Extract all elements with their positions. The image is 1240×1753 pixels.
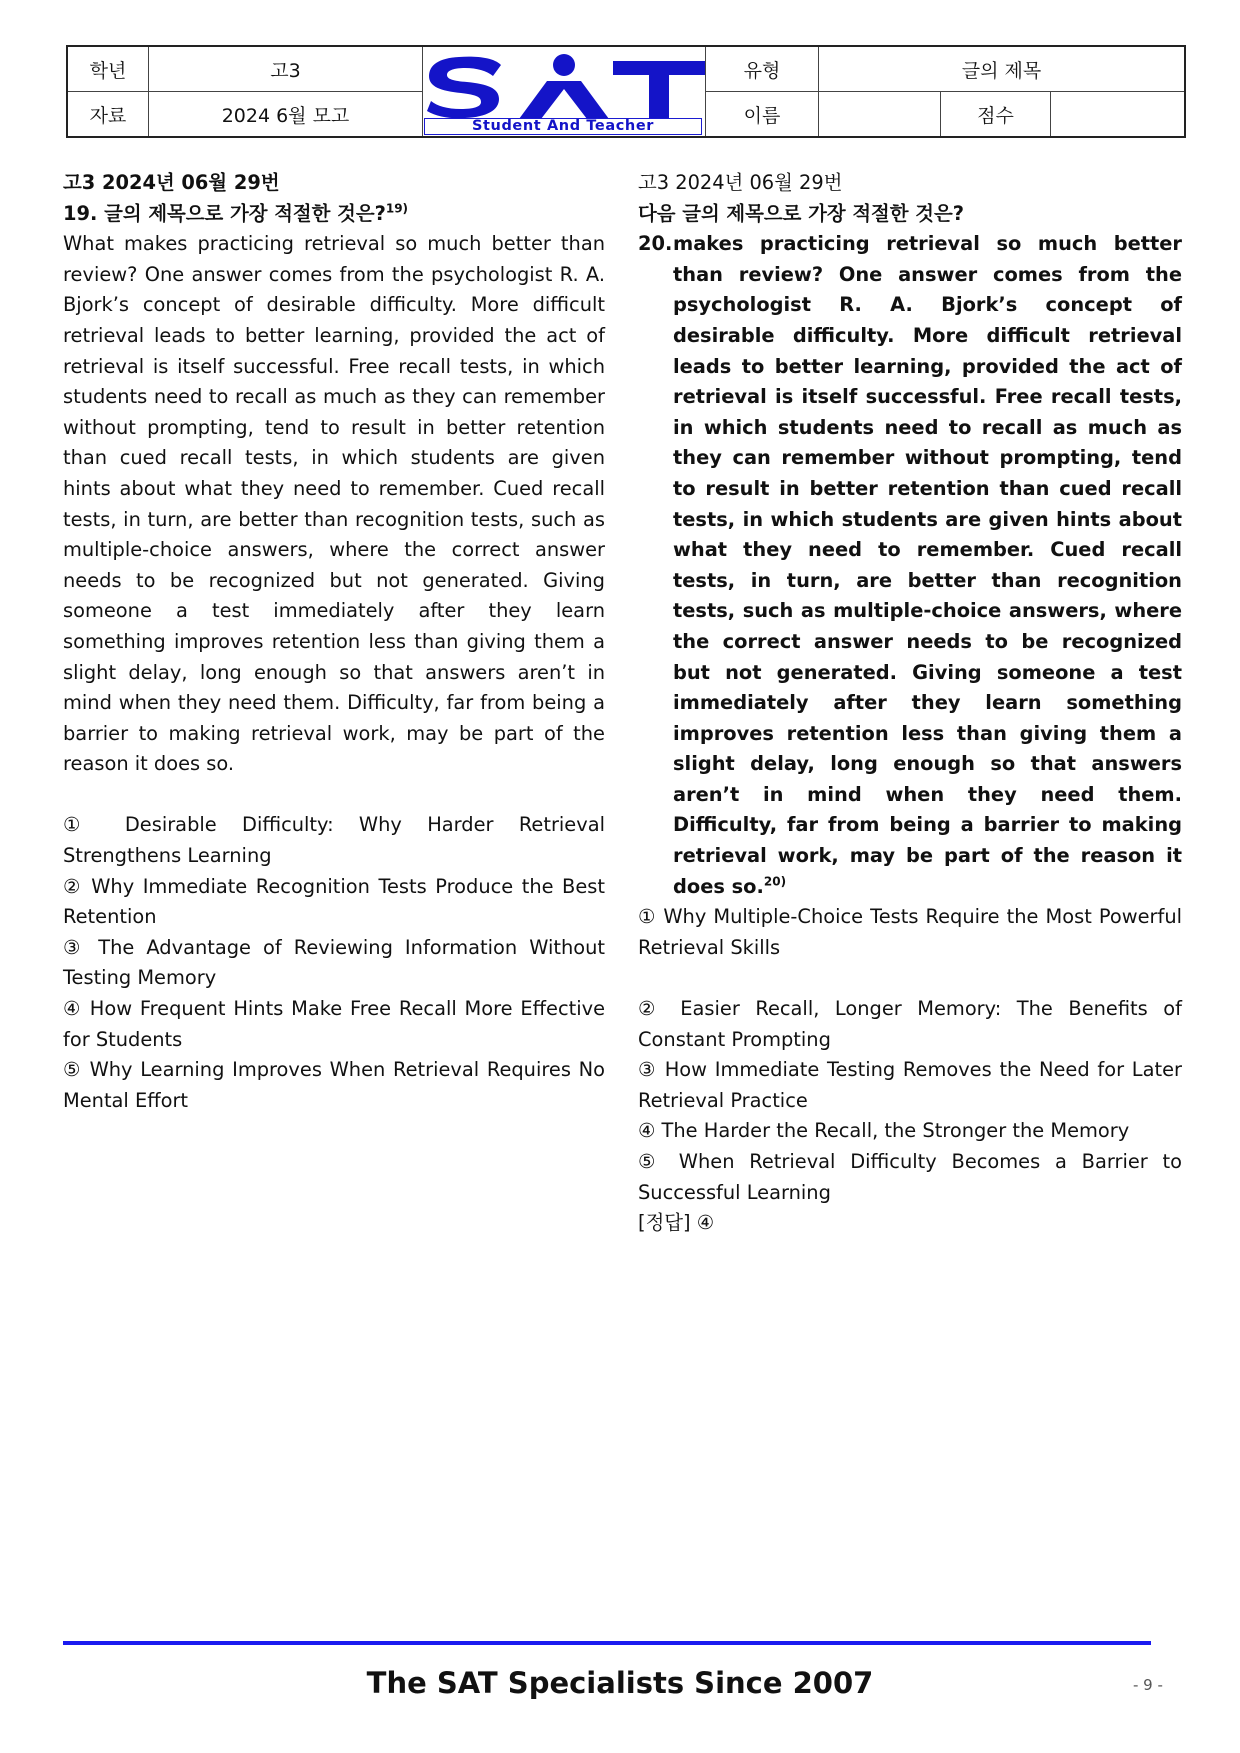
left-choice-4: ④ How Frequent Hints Make Free Recall More Effective for Students	[63, 997, 605, 1051]
left-question-note: 19)	[385, 201, 409, 216]
sat-logo-letters	[423, 47, 706, 119]
right-choice-2: ② Easier Recall, Longer Memory: The Benefits of Constant Prompting	[638, 997, 1182, 1051]
right-passage	[673, 229, 1182, 902]
right-choice-3: ③ How Immediate Testing Removes the Need for Later Retrieval Practice	[638, 1058, 1182, 1112]
type-label: 유형	[706, 47, 819, 92]
score-label: 점수	[941, 92, 1051, 136]
right-source: 고3 2024년 06월 29번	[638, 171, 843, 194]
header-table	[66, 45, 1186, 138]
name-field[interactable]	[819, 92, 941, 136]
material-label: 자료	[68, 92, 149, 136]
left-question-text: 19. 글의 제목으로 가장 적절한 것은?	[63, 201, 386, 225]
type-value: 글의 제목	[819, 47, 1184, 92]
right-choice-1: ① Why Multiple-Choice Tests Require the Most Powerful Retrieval Skills	[638, 905, 1182, 959]
sat-logo	[423, 47, 706, 136]
footer-divider	[63, 1641, 1151, 1645]
left-choice-1: ① Desirable Difficulty: Why Harder Retrieval Strengthens Learning	[63, 813, 605, 868]
left-choice-3: ③ The Advantage of Reviewing Information Without Testing Memory	[63, 935, 605, 990]
right-question: 다음 글의 제목으로 가장 적절한 것은?	[638, 201, 964, 225]
right-passage-block	[638, 229, 1182, 902]
material-value: 2024 6월 모고	[149, 92, 423, 136]
page-number: - 9 -	[1133, 1676, 1163, 1694]
left-source: 고3 2024년 06월 29번	[63, 171, 280, 194]
left-choice-2: ② Why Immediate Recognition Tests Produce the Best Retention	[63, 874, 605, 929]
logo-caption: Student And Teacher	[424, 118, 702, 135]
score-field[interactable]	[1051, 92, 1184, 136]
footer-slogan: The SAT Specialists Since 2007	[366, 1666, 874, 1700]
grade-label: 학년	[68, 47, 149, 92]
left-column	[63, 168, 605, 1116]
left-question	[63, 199, 605, 230]
right-choice-4: ④ The Harder the Recall, the Stronger the Memory	[638, 1119, 1130, 1143]
left-passage: What makes practicing retrieval so much better than review? One answer comes from the psychologist R. A. Bjork’s concept of desirable difficulty. More difficult retrieval leads to better learning, provided the act of retrieval is itself successful. Free recall tests, in which students need to recall as much as they can remember without prompting, tend to result in better retention than cued recall tests, in which students are given hints about what they need to remember. Cued recall tests, in turn, are better than recognition tests, such as multiple-choice answers, where the correct answer needs to be recognized but not generated. Giving someone a test immediately after they learn something improves retention less than giving them a slight delay, long enough so that answers aren’t in mind when they need them. Difficulty, far from being a barrier to making retrieval work, may be part of the reason it does so.	[63, 232, 605, 776]
answer-key: [정답] ④	[638, 1211, 715, 1235]
right-passage-note: 20)	[763, 874, 787, 889]
right-passage-text: makes practicing retrieval so much better than review? One answer comes from the psychologist R. A. Bjork’s concept of desirable difficulty. More difficult retrieval leads to better learning, provided the act of retrieval is itself successful. Free recall tests, in which students need to recall as much as they can remember without prompting, tend to result in better retention than cued recall tests, in which students are given hints about what they need to remember. Cued recall tests, in turn, are better than recognition tests, such as multiple-choice answers, where the correct answer needs to be recognized but not generated. Giving someone a test immediately after they learn something improves retention less than giving them a slight delay, long enough so that answers aren’t in mind when they need them. Difficulty, far from being a barrier to making retrieval work, may be part of the reason it does so.	[673, 232, 1182, 898]
left-choice-5: ⑤ Why Learning Improves When Retrieval Requires No Mental Effort	[63, 1058, 605, 1112]
right-choice-5: ⑤ When Retrieval Difficulty Becomes a Barrier to Successful Learning	[638, 1150, 1182, 1204]
right-column	[638, 168, 1182, 1239]
name-label: 이름	[706, 92, 819, 136]
grade-value: 고3	[149, 47, 423, 92]
right-question-number: 20.	[638, 232, 673, 256]
